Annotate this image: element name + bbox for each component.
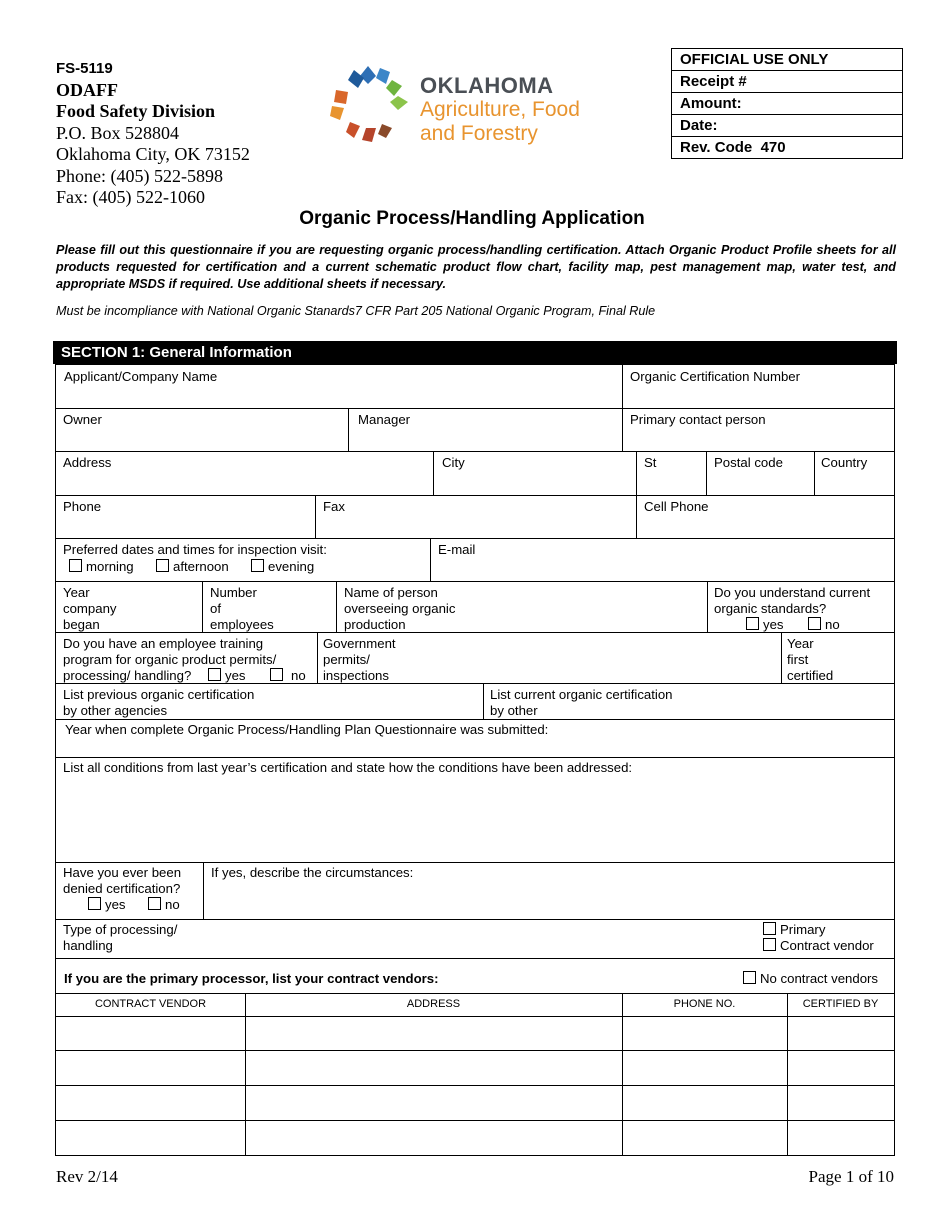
official-use-title: OFFICIAL USE ONLY [672, 49, 903, 71]
training-yes-checkbox[interactable] [208, 668, 221, 681]
star-logo-icon [328, 62, 420, 148]
standards-yes-option[interactable]: yes [746, 617, 784, 633]
agency-header [56, 58, 316, 209]
compliance-note: Must be incompliance with National Organic Stanards7 CFR Part 205 National Organic Program, Final Rule [56, 304, 656, 318]
year-first-certified-label: Year first certified [787, 636, 834, 683]
logo-oklahoma: OKLAHOMA [420, 73, 554, 98]
agency-name: ODAFF [56, 79, 118, 100]
col-certified-by: CERTIFIED BY [802, 998, 879, 1010]
denied-yes-checkbox[interactable] [88, 897, 101, 910]
phone-label: Phone [63, 499, 102, 514]
denied-label: Have you ever been denied certification? [63, 865, 182, 896]
logo-agriculture: Agriculture, Food [420, 98, 580, 121]
form-title: Organic Process/Handling Application [299, 208, 645, 229]
questionnaire-year-label: Year when complete Organic Process/Handling Plan Questionnaire was submitted: [65, 722, 549, 737]
evening-checkbox[interactable] [251, 559, 264, 572]
po-box: P.O. Box 528804 [56, 122, 180, 143]
no-contract-vendors-option[interactable]: No contract vendors [743, 971, 878, 987]
address-label: Address [63, 455, 112, 470]
evening-option[interactable]: evening [251, 559, 314, 575]
contract-vendor-checkbox[interactable] [763, 938, 776, 951]
state-label: St [644, 455, 657, 470]
denied-yes-option[interactable]: yes [88, 897, 126, 913]
conditions-label: List all conditions from last year’s certification and state how the conditions have been addressed: [63, 760, 633, 775]
curr-cert-label: List current organic certification by other [490, 687, 673, 718]
col-address: ADDRESS [406, 998, 461, 1010]
inspection-pref-label: Preferred dates and times for inspection visit: [63, 542, 327, 557]
form-id: FS-5119 [56, 60, 113, 77]
processing-type-label: Type of processing/ handling [63, 922, 178, 953]
training-yes-option[interactable]: yes [208, 668, 246, 684]
describe-label: If yes, describe the circumstances: [211, 865, 414, 880]
receipt-field: Receipt # [672, 71, 903, 93]
applicant-name-label: Applicant/Company Name [64, 369, 218, 384]
agency-phone: Phone: (405) 522-5898 [56, 165, 223, 186]
email-label: E-mail [438, 542, 476, 557]
intro-paragraph: Please fill out this questionnaire if you are requesting organic process/handling certification. Attach Organic Product Profile sheets for all products requested for certification and a current schematic product flow chart, facility map, pest management map, water test, and appropriate MSDS if required. Use additional sheets if necessary. [56, 243, 896, 291]
morning-option[interactable]: morning [69, 559, 134, 575]
odaff-logo [328, 62, 628, 152]
date-field: Date: [672, 115, 903, 137]
contract-vendor-option[interactable]: Contract vendor [763, 938, 874, 954]
rev-code-field: Rev. Code 470 [672, 137, 903, 159]
primary-processor-label: If you are the primary processor, list your contract vendors: [64, 971, 439, 986]
training-no-checkbox[interactable] [270, 668, 283, 681]
standards-no-checkbox[interactable] [808, 617, 821, 630]
gov-permits-label: Government permits/ inspections [323, 636, 396, 683]
understand-standards-label: Do you understand current organic standards? [714, 585, 871, 616]
city-state: Oklahoma City, OK 73152 [56, 144, 250, 164]
col-phone: PHONE NO. [673, 998, 736, 1010]
afternoon-option[interactable]: afternoon [156, 559, 229, 575]
city-label: City [442, 455, 465, 470]
training-label: Do you have an employee training program for organic product permits/ processing/ handling? [63, 636, 277, 683]
amount-field: Amount: [672, 93, 903, 115]
manager-label: Manager [358, 412, 411, 427]
logo-forestry: and Forestry [420, 122, 538, 145]
primary-contact-label: Primary contact person [630, 412, 766, 427]
division-name: Food Safety Division [56, 101, 216, 121]
col-contract-vendor: CONTRACT VENDOR [94, 998, 207, 1010]
country-label: Country [821, 455, 868, 470]
official-use-box [671, 48, 903, 159]
year-began-label: Year company began [63, 585, 117, 632]
revision-label: Rev 2/14 [56, 1167, 118, 1186]
denied-no-option[interactable]: no [148, 897, 180, 913]
num-employees-label: Number of employees [210, 585, 274, 632]
training-no-option[interactable]: no [270, 668, 306, 684]
postal-code-label: Postal code [714, 455, 783, 470]
owner-label: Owner [63, 412, 102, 427]
afternoon-checkbox[interactable] [156, 559, 169, 572]
general-info-grid [55, 364, 895, 1156]
primary-option[interactable]: Primary [763, 922, 825, 938]
no-contract-vendors-checkbox[interactable] [743, 971, 756, 984]
cell-phone-label: Cell Phone [644, 499, 709, 514]
fax-label: Fax [323, 499, 345, 514]
primary-checkbox[interactable] [763, 922, 776, 935]
section-1-header: SECTION 1: General Information [53, 341, 897, 364]
morning-checkbox[interactable] [69, 559, 82, 572]
overseer-label: Name of person overseeing organic production [344, 585, 456, 632]
standards-yes-checkbox[interactable] [746, 617, 759, 630]
denied-no-checkbox[interactable] [148, 897, 161, 910]
page-number: Page 1 of 10 [808, 1167, 894, 1186]
standards-no-option[interactable]: no [808, 617, 840, 633]
agency-fax: Fax: (405) 522-1060 [56, 187, 205, 207]
cert-number-label: Organic Certification Number [630, 369, 801, 384]
prev-cert-label: List previous organic certification by other agencies [63, 687, 255, 718]
